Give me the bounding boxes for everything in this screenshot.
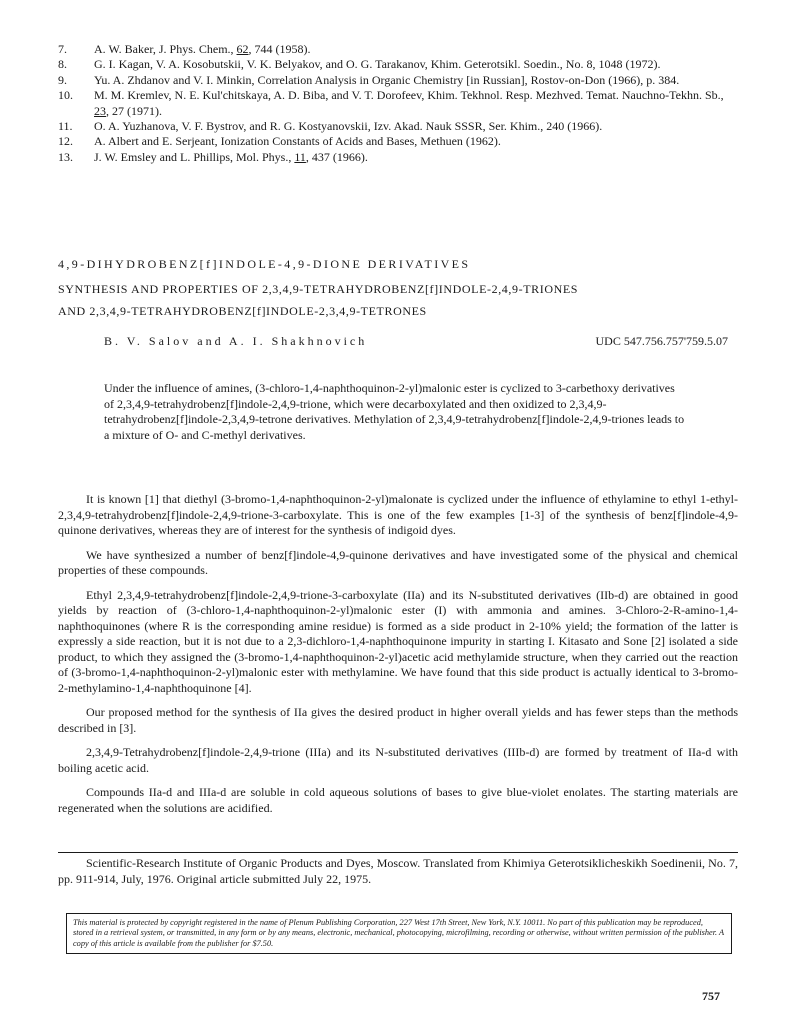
reference-list bbox=[58, 42, 738, 165]
reference-text: G. I. Kagan, V. A. Kosobutskii, V. K. Belyakov, and O. G. Tarakanov, Khim. Geterotsikl. Soedin., No. 8, 1048 (1972). bbox=[94, 57, 661, 72]
series-title: 4,9-DIHYDROBENZ[f]INDOLE-4,9-DIONE DERIVATIVES bbox=[58, 257, 471, 271]
reference-text: J. W. Emsley and L. Phillips, Mol. Phys., 11, 437 (1966). bbox=[94, 149, 368, 164]
reference-number: 8. bbox=[58, 57, 67, 72]
body-paragraph: 2,3,4,9-Tetrahydrobenz[f]indole-2,4,9-trione (IIIa) and its N-substituted derivatives (IIIb-d) are formed by treatment of IIa-d with boiling acetic acid. bbox=[58, 745, 738, 775]
body-paragraph: Compounds IIa-d and IIIa-d are soluble in cold aqueous solutions of bases to give blue-violet enolates. The starting materials are regenerated when the solutions are acidified. bbox=[58, 785, 738, 815]
reference-number: 10. bbox=[58, 88, 73, 103]
reference-number: 9. bbox=[58, 72, 67, 87]
abstract: Under the influence of amines, (3-chloro-1,4-naphthoquinon-2-yl)malonic ester is cyclized to 3-carbethoxy derivatives of 2,3,4,9-tetrahydrobenz[f]indole-2,4,9-trione, which were decarboxylated and then oxidized to 2,3,4,9-tetrahydrobenz[f]indole-2,3,4,9-tetrone derivatives. Methylation of 2,3,4,9-tetrahydrobenz[f]indole-2,4,9-triones leads to a mixture of O- and C-methyl derivatives. bbox=[104, 381, 685, 442]
reference-number: 13. bbox=[58, 149, 73, 164]
reference-number: 7. bbox=[58, 42, 67, 56]
affiliation-footnote: Scientific-Research Institute of Organic Products and Dyes, Moscow. Translated from Khimiya Geterotsiklicheskikh Soedinenii, No. 7, pp. 911-914, July, 1976. Original article submitted July 22, 1975. bbox=[58, 856, 738, 886]
reference-item bbox=[58, 119, 738, 134]
article-title-line-1: SYNTHESIS AND PROPERTIES OF 2,3,4,9-TETRAHYDROBENZ[f]INDOLE-2,4,9-TRIONES bbox=[58, 282, 579, 296]
reference-item bbox=[58, 134, 738, 149]
reference-item bbox=[58, 73, 738, 88]
footnote-divider bbox=[58, 852, 738, 853]
reference-text: Yu. A. Zhdanov and V. I. Minkin, Correlation Analysis in Organic Chemistry [in Russian], Rostov-on-Don (1966), p. 384. bbox=[94, 72, 680, 87]
reference-number: 12. bbox=[58, 134, 73, 149]
reference-item bbox=[58, 57, 738, 72]
udc-code: UDC 547.756.757'759.5.07 bbox=[595, 334, 728, 348]
reference-item bbox=[58, 42, 738, 57]
copyright-notice: This material is protected by copyright registered in the name of Plenum Publishing Corporation, 227 West 17th Street, New York, N.Y. 10011. No part of this publication may be reproduced, stored in a retrieval system, or transmitted, in any form or by any means, electronic, mechanical, photocopying, microfilming, recording or otherwise, without written permission of the publisher. A copy of this article is available from the publisher for $7.50. bbox=[66, 913, 732, 954]
body-paragraph: It is known [1] that diethyl (3-bromo-1,4-naphthoquinon-2-yl)malonate is cyclized under the influence of ethylamine to ethyl 1-ethyl-2,3,4,9-tetrahydrobenz[f]indole-2,4,9-trione-3-carboxylate. This is one of the few examples [1-3] of the synthesis of benz[f]indole-4,9-quinone derivatives, whereas they are of interest for the synthesis of indigoid dyes. bbox=[58, 492, 738, 537]
reference-text: A. W. Baker, J. Phys. Chem., 62, 744 (1958). bbox=[94, 42, 311, 56]
article-body bbox=[58, 492, 738, 825]
body-paragraph: Ethyl 2,3,4,9-tetrahydrobenz[f]indole-2,4,9-trione-3-carboxylate (IIa) and its N-substituted derivatives (IIb-d) are obtained in good yields by reaction of (3-chloro-1,4-naphthoquinon-2-yl)malonic ester (I) with ammonia and amines. 3-Chloro-2-R-amino-1,4-naphthoquinones (where R is the corresponding amine residue) is formed as a side product in 2-10% yield; the formation of the latter is expressly a side reaction, but it is not due to a 2,3-dichloro-1,4-naphthoquinone impurity in starting I. Kitasato and Sone [2] isolated a side product, to which they assigned the (3-bromo-1,4-naphthoquinon-2-yl)acetic acid methylamide structure, when they carried out the reaction of (3-bromo-1,4-naphthoquinon-2-yl)malonic ester with methylamine. We have found that this side product is actually identical to 3-bromo-2-methylamino-1,4-naphthoquinone [4]. bbox=[58, 587, 738, 695]
body-paragraph: Our proposed method for the synthesis of IIa gives the desired product in higher overall yields and has fewer steps than the methods described in [3]. bbox=[58, 705, 738, 735]
reference-number: 11. bbox=[58, 119, 73, 134]
reference-item bbox=[58, 150, 738, 165]
reference-text: A. Albert and E. Serjeant, Ionization Constants of Acids and Bases, Methuen (1962). bbox=[94, 134, 501, 149]
body-paragraph: We have synthesized a number of benz[f]indole-4,9-quinone derivatives and have investigated some of the physical and chemical properties of these compounds. bbox=[58, 547, 738, 577]
reference-item bbox=[58, 88, 738, 119]
reference-text: O. A. Yuzhanova, V. F. Bystrov, and R. G. Kostyanovskii, Izv. Akad. Nauk SSSR, Ser. Khim., 240 (1966). bbox=[94, 119, 603, 134]
reference-text: M. M. Kremlev, N. E. Kul'chitskaya, A. D. Biba, and V. T. Dorofeev, Khim. Tekhnol. Resp. Mezhved. Temat. Nauchno-Tekhn. Sb., 23, 27 (1971). bbox=[94, 88, 724, 118]
page-number: 757 bbox=[702, 989, 720, 1003]
author-line: B. V. Salov and A. I. Shakhnovich bbox=[104, 334, 368, 348]
article-title-line-2: AND 2,3,4,9-TETRAHYDROBENZ[f]INDOLE-2,3,4,9-TETRONES bbox=[58, 304, 427, 318]
